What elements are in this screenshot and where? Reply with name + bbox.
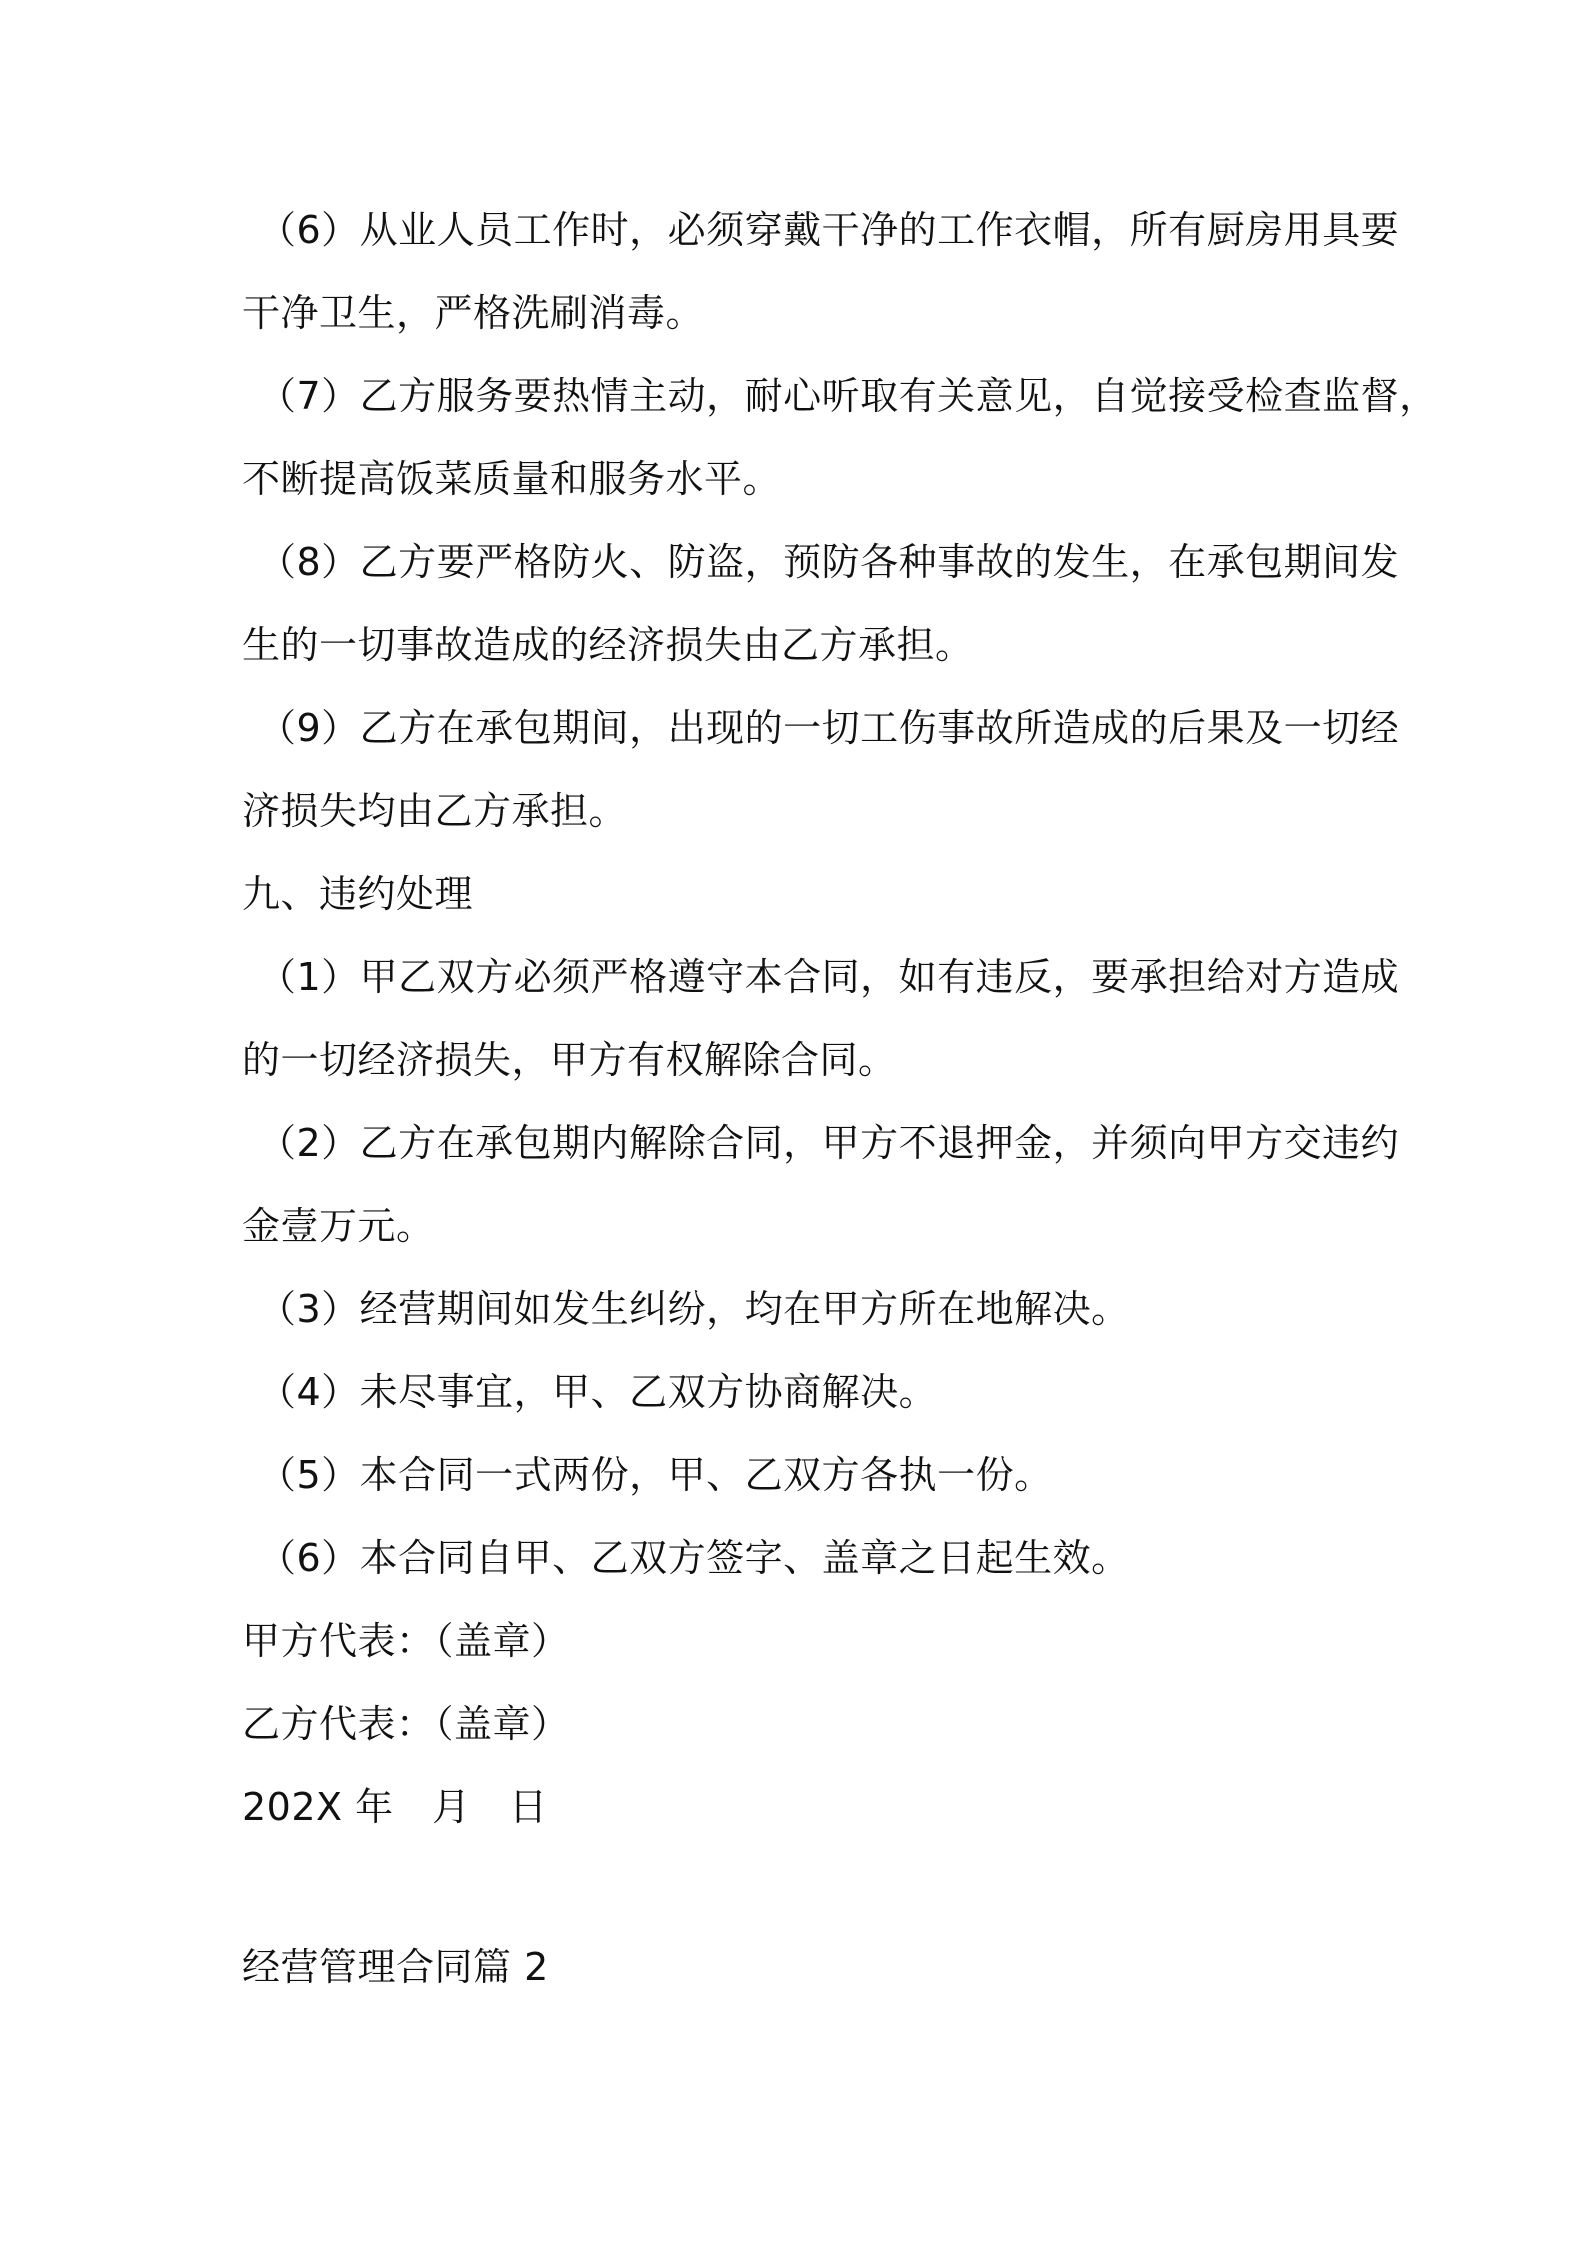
clause-8-line-2: 生的一切事故造成的经济损失由乙方承担。: [242, 623, 974, 667]
clause-9-line-2: 济损失均由乙方承担。: [242, 789, 628, 833]
breach-clause-6: （6）本合同自甲、乙双方签字、盖章之日起生效。: [258, 1536, 1130, 1580]
party-b-signature: 乙方代表：（盖章）: [242, 1702, 570, 1746]
date-line: 202X 年 月 日: [242, 1785, 548, 1829]
clause-8-line-1: （8）乙方要严格防火、防盗，预防各种事故的发生，在承包期间发: [258, 540, 1400, 584]
breach-clause-5: （5）本合同一式两份，甲、乙双方各执一份。: [258, 1453, 1053, 1497]
clause-6-line-1: （6）从业人员工作时，必须穿戴干净的工作衣帽，所有厨房用具要: [258, 208, 1400, 252]
breach-clause-1-line-2: 的一切经济损失，甲方有权解除合同。: [242, 1038, 897, 1082]
breach-clause-2-line-1: （2）乙方在承包期内解除合同，甲方不退押金，并须向甲方交违约: [258, 1121, 1400, 1165]
breach-clause-3: （3）经营期间如发生纠纷，均在甲方所在地解决。: [258, 1287, 1130, 1331]
breach-clause-2-line-2: 金壹万元。: [242, 1204, 435, 1248]
clause-7-line-1: （7）乙方服务要热情主动，耐心听取有关意见，自觉接受检查监督，: [258, 374, 1438, 418]
clause-9-line-1: （9）乙方在承包期间，出现的一切工伤事故所造成的后果及一切经: [258, 706, 1400, 750]
breach-clause-4: （4）未尽事宜，甲、乙双方协商解决。: [258, 1370, 938, 1414]
clause-7-line-2: 不断提高饭菜质量和服务水平。: [242, 457, 782, 501]
breach-clause-1-line-1: （1）甲乙双方必须严格遵守本合同，如有违反，要承担给对方造成: [258, 955, 1400, 999]
section-heading-breach: 九、违约处理: [242, 872, 474, 916]
clause-6-line-2: 干净卫生，严格洗刷消毒。: [242, 291, 705, 335]
party-a-signature: 甲方代表：（盖章）: [242, 1619, 570, 1663]
next-contract-heading: 经营管理合同篇 2: [242, 1945, 549, 1989]
